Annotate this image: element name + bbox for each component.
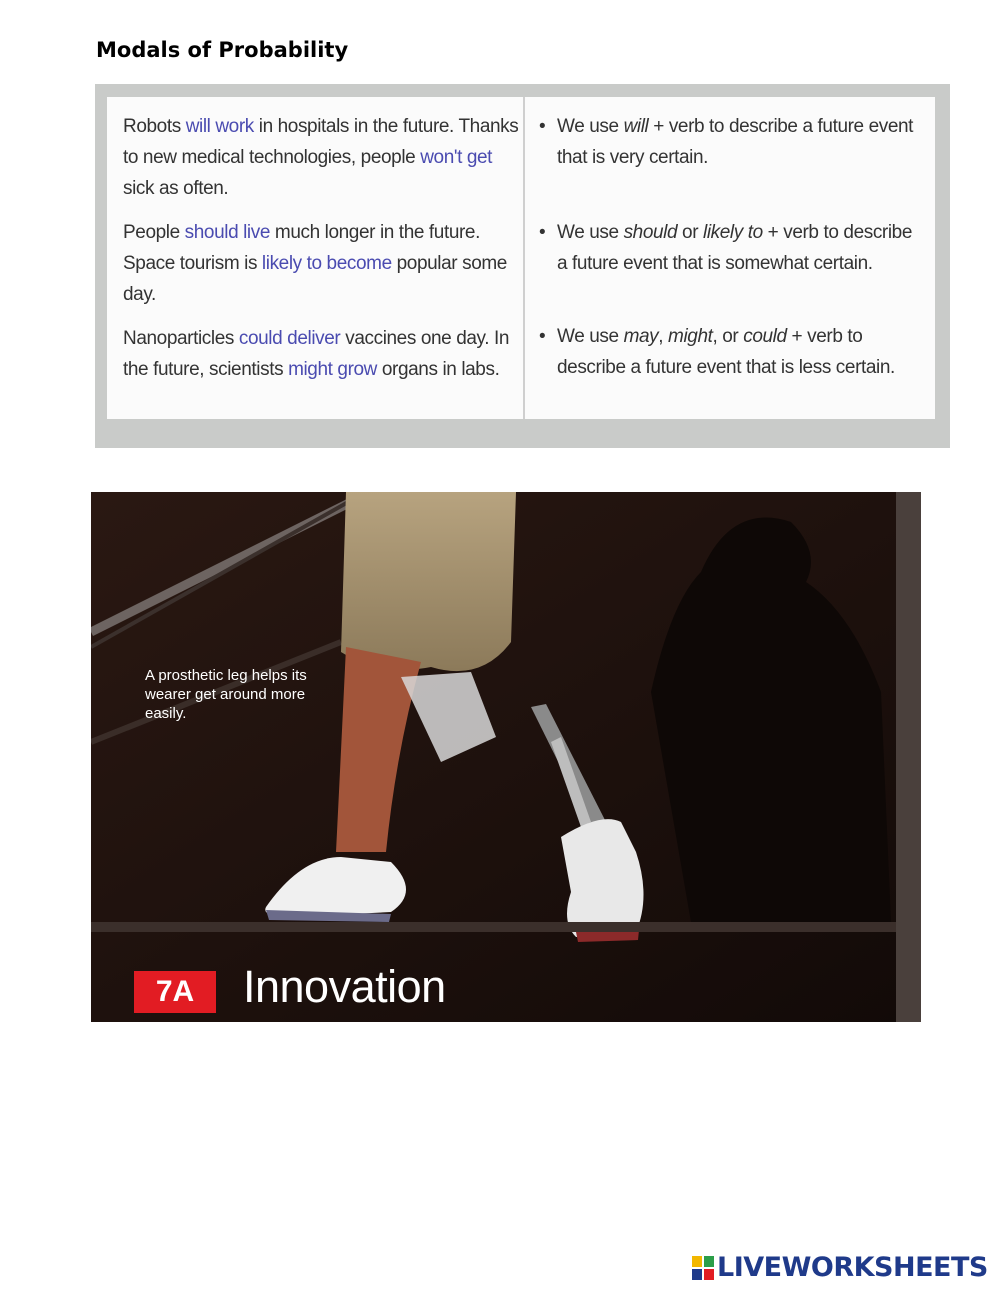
example-2: People should live much longer in the future. Space tourism is likely to become popular some day. [123,222,507,305]
page-title: Modals of Probability [96,38,349,62]
liveworksheets-brand[interactable] [692,1252,988,1283]
rule-1: • We use will + verb to describe a future event that is very certain. [539,116,914,168]
example-3: Nanoparticles could deliver vaccines one day. In the future, scientists might grow organs in labs. [123,328,510,380]
liveworksheets-logo-icon [692,1256,714,1280]
example-1: Robots will work in hospitals in the future. Thanks to new medical technologies, people won't get sick as often. [123,116,519,199]
grammar-table-inner [107,97,935,419]
grammar-table [95,84,950,448]
rule-3: • We use may, might, or could + verb to describe a future event that is less certain. [539,326,895,378]
prosthetic-leg-photo [91,492,921,1022]
unit-badge: 7A [134,971,216,1013]
unit-title: Innovation [243,961,446,1012]
photo-illustration [91,492,921,1022]
photo-caption: A prosthetic leg helps its wearer get around more easily. [145,667,307,722]
rules-column [525,97,935,419]
rule-2: • We use should or likely to + verb to describe a future event that is somewhat certain. [539,222,913,274]
brand-name: LIVEWORKSHEETS [717,1252,988,1283]
examples-column [107,97,525,419]
